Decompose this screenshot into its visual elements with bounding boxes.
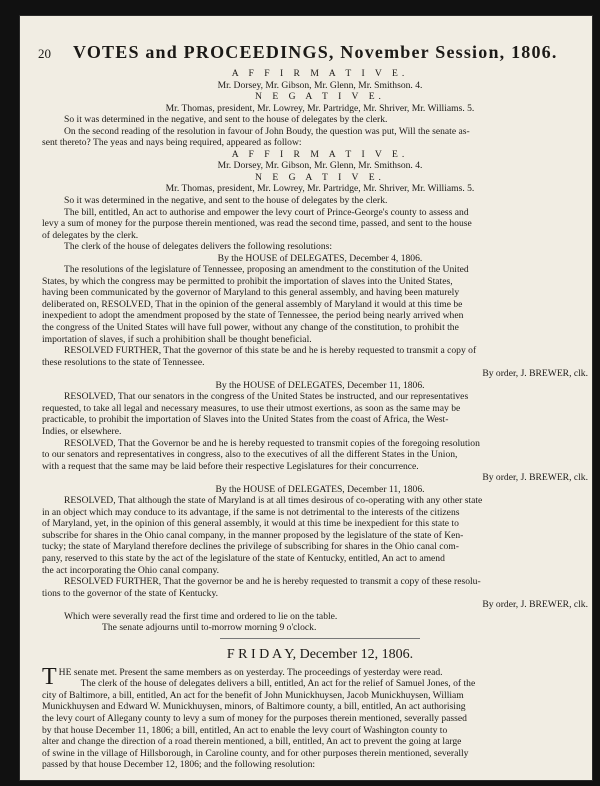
- text-line: tions to the governor of the state of Kentucky.: [42, 587, 219, 599]
- text-line: RESOLVED FURTHER, That the governor of this state be and he is hereby requested to transmit a copy of: [64, 345, 477, 357]
- text-line: The resolutions of the legislature of Tennessee, proposing an amendment to the constitution of the United: [64, 264, 469, 276]
- text-line: the congress of the United States will have full power, without any change of the constitution, to prohibit the: [42, 322, 459, 334]
- text-line: levy a sum of money for the purpose therein mentioned, was read the second time, passed, and sent to the house: [42, 218, 472, 230]
- friday-paragraph: [42, 663, 592, 771]
- text-line: the act incorporating the Ohio canal company.: [42, 564, 220, 576]
- page-number: 20: [38, 46, 51, 61]
- text-line: city of Baltimore, a bill, entitled, An act for the benefit of John Munickhuysen, Jacob Munickhuysen, William: [42, 689, 464, 701]
- text-line: Mr. Thomas, president, Mr. Lowrey, Mr. Partridge, Mr. Shriver, Mr. Williams. 5.: [165, 102, 475, 114]
- document-page: [20, 16, 592, 780]
- text-line: By the HOUSE of DELEGATES, December 4, 1806.: [217, 252, 423, 264]
- text-line: The bill, entitled, An act to authorise and empower the levy court of Prince-George's county to assess and: [64, 206, 469, 218]
- text-line: The clerk of the house of delegates delivers a bill, entitled, An act for the relief of Samuel Jones, of the: [80, 678, 476, 690]
- text-line: in an object which may conduce to its advantage, if the same is not detrimental to the interests of the citizens: [42, 506, 460, 518]
- text-line: The clerk of the house of delegates delivers the following resolutions:: [64, 241, 333, 253]
- text-line: by that house December 11, 1806; a bill, entitled, An act to enable the levy court of Washington county to: [42, 724, 448, 736]
- text-line: So it was determined in the negative, and sent to the house of delegates by the clerk.: [64, 195, 388, 207]
- text-line: of swine in the village of Hillsborough, in Caroline county, and for other purposes therein mentioned, severally: [42, 747, 469, 759]
- friday-heading: F R I D A Y, December 12, 1806.: [226, 646, 414, 662]
- text-line: subscribe for shares in the Ohio canal company, in the manner proposed by the legislature of the state of Ken-: [42, 529, 464, 541]
- text-line: By the HOUSE of DELEGATES, December 11, 1806.: [215, 483, 425, 495]
- running-title: VOTES and PROCEEDINGS, November Session, 1806.: [73, 42, 558, 62]
- text-line: So it was determined in the negative, and sent to the house of delegates by the clerk.: [64, 114, 388, 126]
- text-line: Which were severally read the first time and ordered to lie on the table.: [64, 610, 338, 622]
- text-line: inexpedient to adopt the amendment proposed by the state of Tennessee, the period being nearly arrived when: [42, 310, 464, 322]
- text-line: alter and change the direction of a road therein mentioned, a bill, entitled, An act to prevent the going at large: [42, 736, 462, 748]
- text-line: sent thereto? The yeas and nays being required, appeared as follow:: [42, 137, 302, 149]
- text-line: Munickhuysen and Edward W. Munickhuysen, minors, of Baltimore county, a bill, entitled, An act authorising: [42, 701, 466, 713]
- text-line: Mr. Dorsey, Mr. Gibson, Mr. Glenn, Mr. Smithson. 4.: [217, 160, 423, 172]
- text-line: tucky; the state of Maryland therefore declines the privilege of subscribing for shares in the Ohio canal com-: [42, 541, 459, 553]
- text-line: RESOLVED FURTHER, That the governor be and he is hereby requested to transmit a copy of these resolu-: [64, 576, 481, 588]
- text-line: RESOLVED, That although the state of Maryland is at all times desirous of co-operating with any other state: [64, 495, 483, 507]
- text-line: On the second reading of the resolution in favour of John Boudy, the question was put, Will the senate as-: [64, 125, 470, 137]
- text-line: importation of slaves, if such a prohibition shall be thought beneficial.: [42, 333, 312, 345]
- text-line: The senate adjourns until to-morrow morning 9 o'clock.: [102, 622, 317, 634]
- text-line: requested, to take all legal and necessary measures, to use their utmost exertions, as soon as the same may be: [42, 402, 461, 414]
- text-line: N E G A T I V E.: [255, 171, 385, 183]
- text-line: deliberated on, RESOLVED, That in the opinion of the general assembly of Maryland it would at this time be: [42, 298, 463, 310]
- text-line: Mr. Dorsey, Mr. Gibson, Mr. Glenn, Mr. Smithson. 4.: [217, 79, 423, 91]
- drop-cap: T: [42, 663, 57, 690]
- text-line: By order, J. BREWER, clk.: [482, 599, 588, 611]
- text-line: practicable, to prohibit the importation of Slaves into the United States from the coast of Africa, the West-: [42, 414, 449, 426]
- text-line: having been communicated by the governor of Maryland to this general assembly, and having been maturely: [42, 287, 460, 299]
- page-body: [42, 68, 592, 771]
- text-line: N E G A T I V E.: [255, 91, 385, 103]
- text-line: Indies, or elsewhere.: [42, 425, 122, 437]
- text-line: passed by that house December 12, 1806; and the following resolution:: [42, 759, 316, 771]
- text-line: of delegates by the clerk.: [42, 229, 139, 241]
- text-line: A F F I R M A T I V E.: [231, 68, 409, 79]
- text-line: with a request that the same may be laid before their respective Legislatures for their concurrence.: [42, 460, 419, 472]
- section-divider: [220, 638, 420, 639]
- proceedings-text: [42, 68, 592, 634]
- text-line: these resolutions to the state of Tennessee.: [42, 356, 205, 368]
- text-line: of Maryland, yet, in the opinion of this general assembly, it would at this time be inexpedient for this state to: [42, 518, 459, 530]
- text-line: pany, reserved to this state by the act of the legislature of the state of Kentucky, entitled, An act to amend: [42, 552, 445, 564]
- text-line: States, by which the congress may be permitted to prohibit the importation of slaves into the United States,: [42, 275, 453, 287]
- text-line: HE senate met. Present the same members as on yesterday. The proceedings of yesterday were read.: [58, 666, 443, 678]
- text-line: RESOLVED, That our senators in the congress of the United States be instructed, and our representatives: [64, 391, 469, 403]
- text-line: By order, J. BREWER, clk.: [482, 368, 588, 380]
- page-header: [38, 42, 578, 63]
- text-line: A F F I R M A T I V E.: [231, 148, 409, 160]
- text-line: By the HOUSE of DELEGATES, December 11, 1806.: [215, 379, 425, 391]
- text-line: the levy court of Allegany county to levy a sum of money for the purposes therein mentioned, severally passed: [42, 712, 467, 724]
- text-line: Mr. Thomas, president, Mr. Lowrey, Mr. Partridge, Mr. Shriver, Mr. Williams. 5.: [165, 183, 475, 195]
- text-line: RESOLVED, That the Governor be and he is hereby requested to transmit copies of the foregoing resolution: [64, 437, 480, 449]
- text-line: to our senators and representatives in congress, also to the executives of all the different States in the Union,: [42, 449, 458, 461]
- text-line: By order, J. BREWER, clk.: [482, 472, 588, 484]
